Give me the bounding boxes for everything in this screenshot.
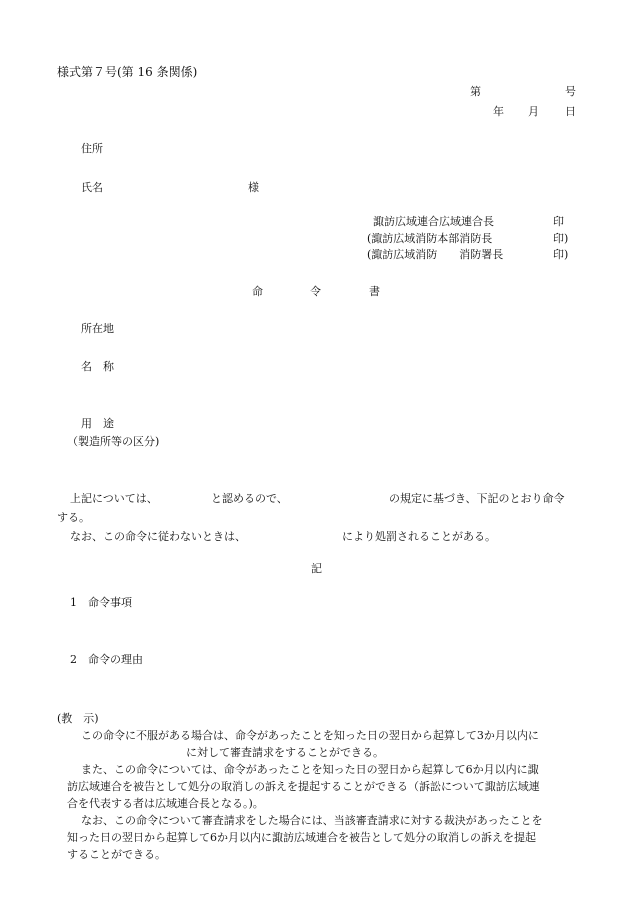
address-label: 住所 bbox=[81, 142, 103, 155]
body-text: と認めるので、 bbox=[211, 492, 288, 505]
notice-line: 知った日の翌日から起算して6か月以内に諏訪広域連合を被告として処分の取消しの訴えを提起 bbox=[67, 831, 536, 844]
body-text: する。 bbox=[57, 511, 90, 524]
body-text: なお、この命令に従わないときは、 bbox=[70, 530, 246, 543]
item-number: 1 bbox=[70, 596, 77, 609]
notice-heading: (教 示) bbox=[57, 712, 99, 725]
honorific: 様 bbox=[248, 181, 259, 194]
item-label: 命令事項 bbox=[88, 596, 132, 609]
notice-line: することができる。 bbox=[67, 848, 166, 861]
body-text: の規定に基づき、下記のとおり命令 bbox=[389, 492, 565, 505]
date-month: 月 bbox=[528, 105, 539, 118]
issuer-title: (諏訪広域消防本部消防長 bbox=[367, 232, 493, 245]
doc-title-char: 令 bbox=[310, 285, 321, 298]
number-prefix: 第 bbox=[470, 85, 481, 98]
notice-line: 合を代表する者は広域連合長となる。)。 bbox=[67, 797, 264, 810]
issuer-seal: 印) bbox=[553, 232, 569, 245]
notice-line: この命令に不服がある場合は、命令があったことを知った日の翌日から起算して3か月以内に bbox=[81, 729, 539, 742]
notice-line: なお、この命令について審査請求をした場合には、当該審査請求に対する裁決があったことを bbox=[81, 814, 543, 827]
body-text: 上記については、 bbox=[70, 492, 158, 505]
facility-name-label: 名 称 bbox=[81, 360, 114, 373]
body-text: により処罰されることがある。 bbox=[342, 530, 496, 543]
category-label: （製造所等の区分) bbox=[67, 435, 160, 448]
item-number: 2 bbox=[70, 653, 77, 666]
notice-line: に対して審査請求をすることができる。 bbox=[186, 746, 384, 759]
doc-title-char: 命 bbox=[252, 285, 263, 298]
doc-title-char: 書 bbox=[369, 285, 380, 298]
issuer-seal: 印) bbox=[553, 248, 569, 261]
item-label: 命令の理由 bbox=[88, 653, 143, 666]
date-day: 日 bbox=[565, 105, 576, 118]
name-label: 氏名 bbox=[81, 181, 103, 194]
location-label: 所在地 bbox=[81, 322, 114, 335]
notice-line: 訪広域連合を被告として処分の取消しの訴えを提起することができる（訴訟について諏訪広域連 bbox=[67, 780, 540, 793]
date-year: 年 bbox=[493, 105, 504, 118]
use-label: 用 途 bbox=[81, 417, 114, 430]
notice-line: また、この命令については、命令があったことを知った日の翌日から起算して6か月以内に諏 bbox=[81, 763, 539, 776]
number-suffix: 号 bbox=[565, 85, 576, 98]
form-title: 様式第７号(第 16 条関係) bbox=[57, 65, 198, 79]
issuer-title: (諏訪広域消防 消防署長 bbox=[367, 248, 504, 261]
ki-heading: 記 bbox=[311, 562, 322, 575]
issuer-seal: 印 bbox=[553, 215, 564, 228]
issuer-title: 諏訪広域連合広域連合長 bbox=[373, 215, 494, 228]
